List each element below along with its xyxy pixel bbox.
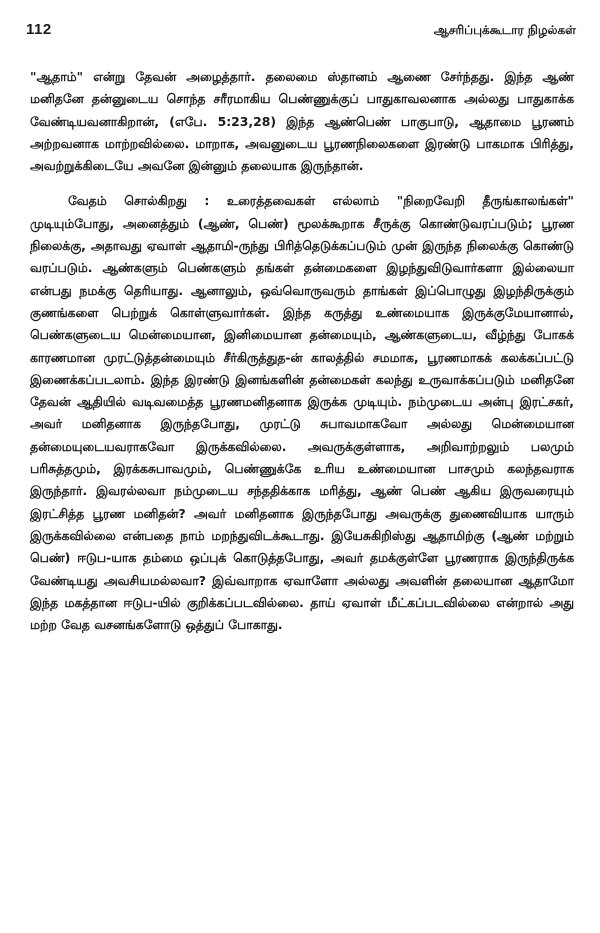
body-text (30, 66, 574, 636)
running-title: ஆசரிப்புக்கூடார நிழல்கள் (433, 23, 576, 37)
paragraph-1: "ஆதாம்" என்று தேவன் அழைத்தார். தலைமை ஸ்தானம் ஆணை சேர்ந்தது. இந்த ஆண் மனிதனே தன்னுடைய சொந்த சரீரமாகிய பெண்ணுக்குப் பாதுகாவலனாக அல்லது பாதுகாக்க வேண்டியவனாகிறான், (எபே. 5:23,28) இந்த ஆண்பெண் பாகுபாடு, ஆதாமை பூரணம் அற்றவனாக மாற்றவில்லை. மாறாக, அவனுடைய பூரணநிலைகளை இரண்டு பாகமாக பிரித்து, அவற்றுக்கிடையே அவனே இன்னும் தலையாக இருந்தான். (30, 69, 574, 174)
paragraph-2: வேதம் சொல்கிறது : உரைத்தவைகள் எல்லாம் "நிறைவேறி தீருங்காலங்கள்" முடியும்போது, அனைத்தும் (ஆண், பெண்) மூலக்கூறாக சீருக்கு கொண்டுவரப்படும்; பூரண நிலைக்கு, அதாவது ஏவாள் ஆதாமி-ருந்து பிரித்தெடுக்கப்படும் முன் இருந்த நிலைக்கு கொண்டு வரப்படும். ஆண்களும் பெண்களும் தங்கள் தன்மைகளை இழந்துவிடுவார்களா இல்லையா என்பது நமக்கு தெரியாது. ஆனாலும், ஒவ்வொருவரும் தாங்கள் இப்பொழுது இழந்திருக்கும் குணங்களை பெற்றுக் கொள்ளுவார்கள். இந்த கருத்து உண்மையாக இருக்குமேயானால், பெண்களுடைய மென்மையான, இனிமையான தன்மையும், ஆண்களுடைய, வீழ்ந்து போகக் காரணமான முரட்டுத்தன்மையும் சீர்கிருத்துத-ன் காலத்தில் சமமாக, பூரணமாகக் கலக்கப்பட்டு இணைக்கப்படலாம். இந்த இரண்டு இனங்களின் தன்மைகள் கலந்து உருவாக்கப்படும் மனிதனே தேவன் ஆதியில் வடிவமைத்த பூரணமனிதனாக இருக்க முடியும். நம்முடைய அன்பு இரட்சகர், அவர் மனிதனாக இருந்தபோது, முரட்டு சுபாவமாகவோ அல்லது மென்மையான தன்மையுடையவராகவோ இருக்கவில்லை. அவருக்குள்ளாக, அறிவாற்றலும் பலமும் பரிசுத்தமும், இரக்கசுபாவமும், பெண்ணுக்கே உரிய உண்மையான பாசமும் கலந்தவராக இருந்தார். இவரல்லவா நம்முடைய சந்ததிக்காக மரித்து, ஆண் பெண் ஆகிய இருவரையும் இரட்சித்த பூரண மனிதன்? அவர் மனிதனாக இருந்தபோது அவருக்கு துணைவியாக யாரும் இருக்கவில்லை என்பதை நாம் மறந்துவிடக்கூடாது. இயேசுகிறிஸ்து ஆதாமிற்கு (ஆண் மற்றும் பெண்) ஈடுப-யாக தம்மை ஒப்புக் கொடுத்தபோது, அவர் தமக்குள்ளே பூரணராக இருந்திருக்க வேண்டியது அவசியமல்லவா? இவ்வாறாக ஏவாளோ அல்லது அவளின் தலையான ஆதாமோ இந்த மகத்தான ஈடுப-யில் குறிக்கப்படவில்லை. தாய் ஏவாள் மீட்கப்படவில்லை என்றால் அது மற்ற வேத வசனங்களோடு ஒத்துப் போகாது. (30, 193, 574, 633)
page-header (26, 20, 576, 42)
page-number: 112 (26, 21, 52, 38)
